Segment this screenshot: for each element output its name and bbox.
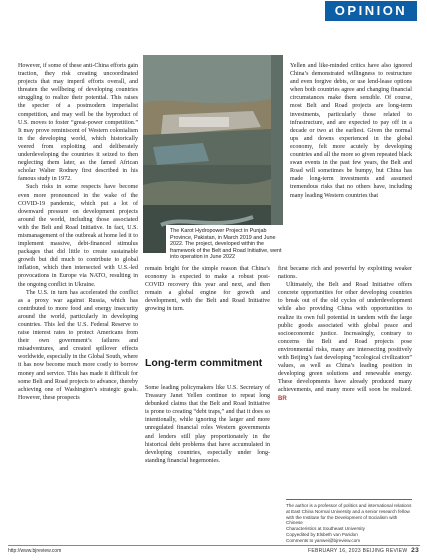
column-3-continued bbox=[278, 265, 412, 403]
page-number: 23 bbox=[411, 547, 419, 554]
footer-divider bbox=[8, 545, 420, 546]
paragraph: remain bright for the simple reason that China’s economy is expected to make a robust post-COVID recovery this year and next, and then remain a global engine for growth and development, with the Belt and Road Initiative growing in turn. bbox=[145, 266, 270, 313]
bio-line: with the Institute for the Development of Socialism with Chinese bbox=[286, 514, 398, 526]
footer-url[interactable]: http://www.bjreview.com bbox=[8, 548, 62, 554]
paragraph: However, if some of these anti-China efforts gain traction, they risk creating uncoordinated projects that may imperil efforts overall, and threaten the wellbeing of developing countries struggling to realize their potential. This raises the specter of a postmodern imperialist competition, and may well be the byproduct of U.S. moves to foster “great-power competition.” It may prove reminiscent of Western colonialism in the developing world, which historically veered from exploiting and deliberately underdeveloping the countries it seized to then neglecting them later, as the famed African scholar Walter Rodney first described in his famous study in 1972. bbox=[18, 63, 138, 183]
paragraph: The U.S. in turn has accelerated the conflict as a proxy war against Russia, which has contributed to more food and energy insecurity around the world, particularly in developing countries. This led the U.S. Federal Reserve to raise interest rates to protect Americans from their own government’s failures and misadventures, and created spillover effects worldwide, especially in the Global South, where it has now become much more costly to borrow money and service. This has made it difficult for some Belt and Road projects to advance, thereby achieving one of Washington’s strategic goals. However, these prospects bbox=[18, 289, 138, 401]
issue-line: FEBRUARY 16, 2023 BEIJING REVIEW bbox=[308, 548, 408, 554]
paragraph: Yellen and like-minded critics have also ignored China’s demonstrated willingness to restructure and even forgive debts, or use lend-lease options when both countries agree and changing financial circumstances make them sensible. Of course, most Belt and Road projects are long-term investments, particularly those related to infrastructure, and are expected to pay off in a decade or two at the earliest. Given the normal ups and downs experienced in the global economy, felt more acutely by developing countries and all the more so given repeated black swan events in the past few years, the Belt and Road will sometimes be bumpy, but China has made long-term investments and assumed tremendous risks that no others have, including many leading Western countries that bbox=[290, 63, 412, 199]
paragraph bbox=[278, 281, 412, 402]
paragraph: first became rich and powerful by exploiting weaker nations. bbox=[278, 266, 412, 281]
bio-line: The author is a professor of politics and international relations bbox=[286, 503, 412, 508]
photo-caption: The Karot Hydropower Project in Punjab Province, Pakistan, in March 2019 and June 2022. The project, developed within the framework of the Belt and Road Initiative, went into operation in June 2022 bbox=[170, 228, 282, 261]
bio-line: Copyedited by Elsbeth van Paridon bbox=[286, 531, 358, 537]
paragraph: Some leading policymakers like U.S. Secretary of Treasury Janet Yellen continue to repeat long debunked claims that the Belt and Road Initiative is prone to creating “debt traps,” and that it does so intentionally, while ignoring the larger and more unregulated financial roles Western governments and lenders still play proportionately in the historical debt problems that have accumulated in developing countries, especially under long-standing financial hegemonies. bbox=[145, 385, 270, 464]
column-2 bbox=[145, 265, 270, 314]
bio-line: Comments to yanwei@bjreview.com bbox=[286, 537, 361, 543]
footer-folio bbox=[308, 547, 419, 554]
paragraph: Such risks in some respects have become even more pronounced in the wake of the COVID-19 pandemic, which put a lot of downward pressure on development projects around the world, including those associated with the Belt and Road Initiative. In fact, U.S. mismanagement of the outbreak at home led it to implement massive, debt-financed stimulus packages that did little to create sustainable growth but did much to contribute to global inflation, which then intersected with U.S.-led provocations in Europe via NATO, resulting in the ongoing conflict in Ukraine. bbox=[18, 184, 138, 288]
section-tag: OPINION bbox=[325, 1, 417, 21]
end-mark: BR bbox=[278, 395, 287, 402]
column-1 bbox=[18, 62, 138, 402]
dam-aerial-illustration bbox=[143, 55, 271, 253]
section-subhead: Long-term commitment bbox=[145, 357, 263, 369]
bio-line: Characteristics at Southeast University bbox=[286, 526, 365, 532]
column-3 bbox=[290, 62, 412, 200]
bio-line: at East China Normal University and a senior research fellow bbox=[286, 508, 410, 514]
article-photo bbox=[143, 55, 271, 253]
author-bio bbox=[286, 503, 412, 544]
bio-divider bbox=[286, 499, 412, 500]
column-2-continued bbox=[145, 384, 270, 465]
photo-edge bbox=[271, 55, 283, 253]
paragraph-text: Ultimately, the Belt and Road Initiative offers concrete opportunities for other developing countries to break out of the old cycles of underdevelopment while also providing China with opportunities to realize its own full potential in tandem with the large public goods associated with global peace and socioeconomic justice. Increasingly, contrary to concerns the Belt and Road projects pose environmental risks, many are intersecting positively with Beijing’s fast developing “ecological civilization” values, as well as China’s leading position in developing green solutions and renewable energy. These developments have already produced many achievements, and many more will soon be realized. bbox=[278, 282, 412, 394]
